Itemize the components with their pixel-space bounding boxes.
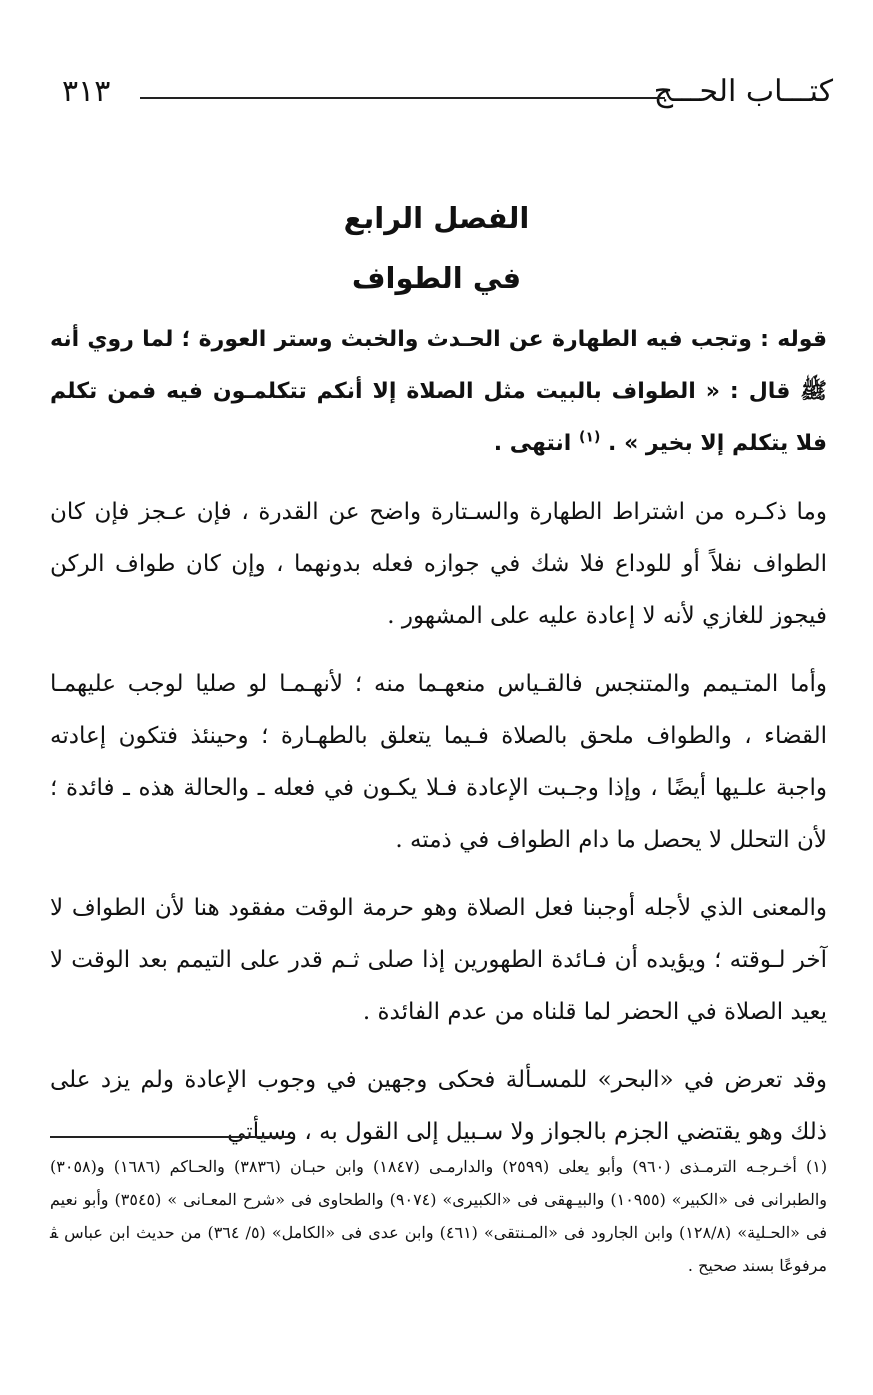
footnote-reference[interactable]: (١) xyxy=(579,429,601,446)
book-title: كتـــاب الحـــج xyxy=(653,74,833,109)
chapter-subtitle: في الطواف xyxy=(351,261,522,295)
footnote-rule xyxy=(50,1136,290,1138)
header-rule xyxy=(140,97,665,99)
paragraph: وأما المتـيمم والمتنجس فالقـياس منعهـما منه ؛ لأنهـمـا لو صليا لوجب عليهمـا القضاء ، والطواف ملحق بالصلاة فـيما يتعلق بالطهـارة ؛ وحينئذ فتكون إعادته واجبة علـيها أيضًا ، وإذا وجـبت الإعادة فـلا يكـون في فعله ـ والحالة هذه ـ فائدة ؛ لأن التحلل لا يحصل ما دام الطواف في ذمته . xyxy=(50,671,827,853)
chapter-heading xyxy=(40,188,833,308)
footnotes xyxy=(50,1150,827,1282)
page-number: ٣١٣ xyxy=(62,74,111,109)
paragraph-tail: انتهى . xyxy=(493,431,572,456)
running-header xyxy=(62,70,833,118)
paragraph: وقد تعرض في «البحر» للمسـألة فحكى وجهين في وجوب الإعادة ولم يزد على ذلك وهو يقتضي الجزم بالجواز ولا سـبيل إلى القول به ، وسيأتي xyxy=(50,1067,827,1145)
chapter-title: الفصل الرابع xyxy=(343,201,530,235)
paragraph: والمعنى الذي لأجله أوجبنا فعل الصلاة وهو حرمة الوقت مفقود هنا لأن الطواف لا آخر لـوقته ؛ ويؤيده أن فـائدة الطهورين إذا صلى ثـم قدر على التيمم بعد الوقت لا يعيد الصلاة في الحضر لما قلناه من عدم الفائدة . xyxy=(50,895,827,1025)
paragraph-quote xyxy=(50,314,827,470)
paragraph-text: قوله : وتجب فيه الطهارة عن الحـدث والخبث وستر العورة ؛ لما روي أنه ﷺ قال : « الطواف بالبيت مثل الصلاة إلا أنكم تتكلمـون فيه فمن تكلم فلا يتكلم إلا بخير » . xyxy=(50,327,827,456)
paragraph: وما ذكـره من اشتراط الطهارة والسـتارة واضح عن القدرة ، فإن عـجز فإن كان الطواف نفلاً أو للوداع فلا شك في جوازه فعله بدونهما ، وإن كان طواف الركن فيجوز للغازي لأنه لا إعادة عليه على المشهور . xyxy=(50,499,827,629)
footnote: (١) أخـرجـه الترمـذى (٩٦٠) وأبو يعلى (٢٥٩٩) والدارمـى (١٨٤٧) وابن حبـان (٣٨٣٦) والحـاكم (١٦٨٦) و(٣٠٥٨) والطبرانى فى «الكبير» (١٠٩٥٥) والبيـهقى فى «الكبيرى» (٩٠٧٤) والطحاوى فى «شرح المعـانى » (٣٥٤٥) وأبو نعيم فى «الحـلية» (١٢٨/٨) وابن الجارود فى «المـنتقى» (٤٦١) وابن عدى فى «الكامل» (٥/ ٣٦٤) من حديث ابن عباس ﭭ مرفوعًا بسند صحيح . xyxy=(50,1157,828,1275)
body-text xyxy=(50,314,827,1174)
